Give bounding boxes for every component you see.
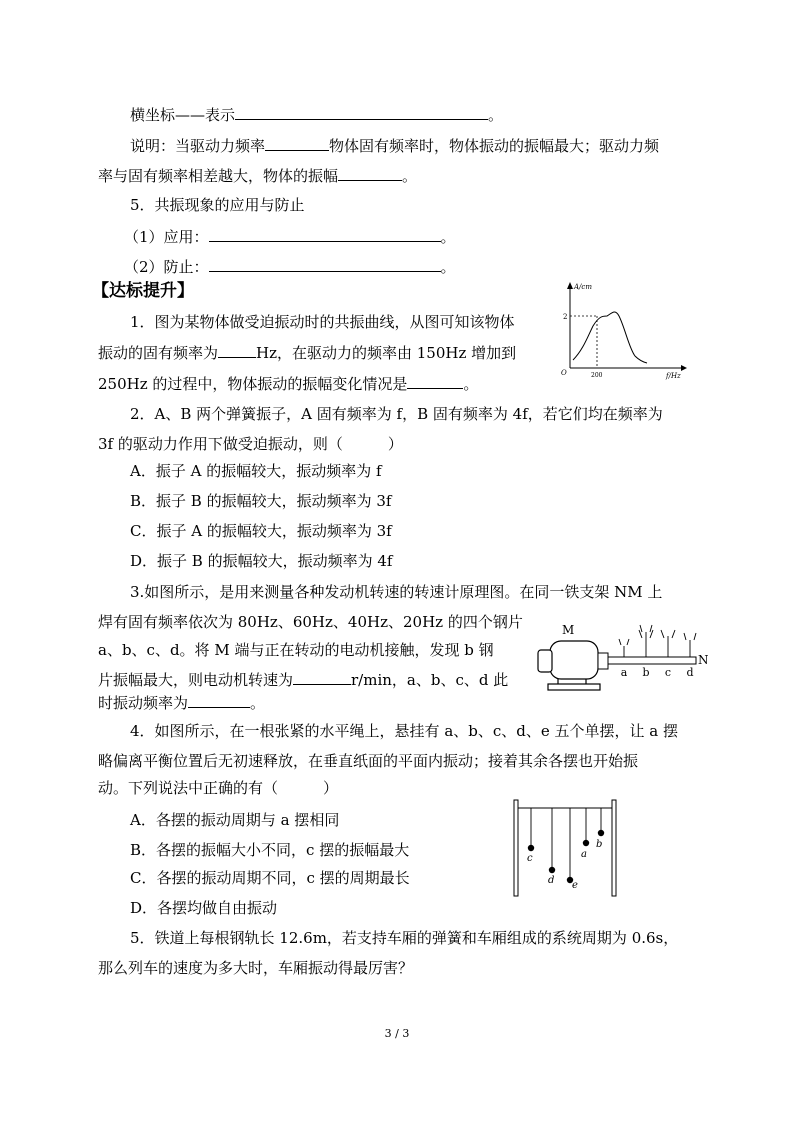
label-b: b (642, 666, 650, 679)
answer-blank[interactable] (188, 692, 250, 708)
text: r/min，a、b、c、d 此 (351, 671, 509, 689)
q4-line-3: 动。下列说法中正确的有（ ） (98, 779, 339, 797)
q5-line-2: 那么列车的速度为多大时，车厢振动得最厉害？ (98, 959, 414, 977)
q4-option-d[interactable]: D．各摆均做自由振动 (130, 899, 278, 917)
line-application (124, 226, 456, 247)
text: 。 (488, 106, 504, 124)
text: 。 (440, 228, 456, 246)
line-prevention (124, 256, 456, 277)
label-a: a (620, 666, 628, 679)
section-title: 【达标提升】 (92, 281, 194, 301)
reed-b (639, 625, 653, 657)
q2-option-a[interactable]: A．振子 A 的振幅较大，振动频率为 f (130, 462, 382, 480)
answer-blank[interactable] (209, 256, 441, 272)
y-axis-arrow (567, 282, 573, 289)
label-c: c (527, 853, 533, 864)
q2-option-c[interactable]: C．振子 A 的振幅较大，振动频率为 3f (130, 522, 392, 540)
answer-blank[interactable] (293, 669, 351, 685)
q1-line-2 (98, 342, 516, 363)
text: （1）应用： (124, 228, 209, 246)
q3-line-1: 3.如图所示，是用来测量各种发动机转速的转速计原理图。在同一铁支架 NM 上 (130, 583, 663, 601)
text: （2）防止： (124, 258, 209, 276)
left-post (514, 800, 518, 896)
pendulum-strings (531, 808, 601, 878)
pendulum-figure (508, 796, 626, 898)
text: 。 (402, 167, 418, 185)
line-resonance-heading: 5．共振现象的应用与防止 (130, 196, 305, 214)
q4-line-1: 4．如图所示，在一根张紧的水平绳上，悬挂有 a、b、c、d、e 五个单摆，让 a 摆 (130, 722, 678, 740)
line-explanation-1 (130, 135, 659, 156)
label-b: b (596, 839, 603, 850)
q2-option-d[interactable]: D．振子 B 的振幅较大，振动频率为 4f (130, 552, 393, 570)
bob-b (598, 830, 604, 836)
text: 物体固有频率时，物体振动的振幅最大；驱动力频 (329, 137, 660, 155)
q3-line-4 (98, 669, 508, 690)
reed-d (684, 633, 696, 657)
answer-blank[interactable] (407, 373, 463, 389)
q5-line-1: 5．铁道上每根钢轨长 12.6m，若支持车厢的弹簧和车厢组成的系统周期为 0.6s， (130, 929, 679, 947)
line-abscissa (130, 104, 503, 125)
resonance-curve (573, 312, 647, 363)
y-tick-label: 2 (563, 313, 568, 321)
iron-bracket-nm (608, 657, 696, 664)
q1-line-3 (98, 373, 478, 394)
text: 250Hz 的过程中，物体振动的振幅变化情况是 (98, 375, 408, 393)
label-c: c (664, 666, 672, 679)
q1-line-1: 1．图为某物体做受迫振动时的共振曲线，从图可知该物体 (130, 313, 515, 331)
text: 。 (250, 694, 266, 712)
motor-end-cap (538, 650, 552, 672)
motor-coupling (598, 653, 608, 669)
reed-c (661, 630, 675, 657)
answer-blank[interactable] (265, 135, 329, 151)
q3-line-2: 焊有固有频率依次为 80Hz、60Hz、40Hz、20Hz 的四个钢片 (98, 613, 523, 631)
answer-blank[interactable] (235, 104, 488, 120)
bob-a (583, 840, 589, 846)
text: 。 (440, 258, 456, 276)
reed-a (619, 639, 629, 657)
label-m: M (562, 623, 575, 637)
answer-blank[interactable] (338, 165, 402, 181)
q2-stem-2: 3f 的驱动力作用下做受迫振动，则（ ） (98, 435, 403, 453)
text: 。 (463, 375, 479, 393)
x-axis-label: f/Hz (666, 372, 681, 380)
tachometer-figure (520, 610, 716, 694)
motor-base (548, 684, 600, 690)
q4-line-2: 略偏离平衡位置后无初速释放，在垂直纸面的平面内振动；接着其余各摆也开始振 (98, 752, 639, 770)
text: 片振幅最大，则电动机转速为 (98, 671, 294, 689)
q3-line-5 (98, 692, 265, 713)
answer-blank[interactable] (218, 342, 256, 358)
bob-c (528, 845, 534, 851)
q2-stem-1: 2．A、B 两个弹簧振子，A 固有频率为 f，B 固有频率为 4f，若它们均在频率为 (130, 405, 663, 423)
q2-option-b[interactable]: B．振子 B 的振幅较大，振动频率为 3f (130, 492, 392, 510)
label-d: d (686, 666, 694, 679)
text: 振动的固有频率为 (98, 344, 219, 362)
y-axis-label: A/cm (574, 283, 592, 291)
motor-body (550, 641, 598, 679)
text: Hz，在驱动力的频率由 150Hz 增加到 (256, 344, 517, 362)
text: 率与固有频率相差越大，物体的振幅 (98, 167, 339, 185)
page-number: 3 / 3 (384, 1027, 410, 1040)
text: 横坐标——表示 (130, 106, 236, 124)
answer-blank[interactable] (209, 226, 441, 242)
x-tick-label: 200 (591, 372, 603, 379)
q4-option-c[interactable]: C．各摆的振动周期不同，c 摆的周期最长 (130, 869, 410, 887)
bob-d (549, 867, 555, 873)
q3-line-3: a、b、c、d。将 M 端与正在转动的电动机接触，发现 b 钢 (98, 641, 494, 659)
steel-reeds (619, 625, 696, 657)
label-a: a (581, 849, 587, 860)
q4-option-b[interactable]: B．各摆的振幅大小不同，c 摆的振幅最大 (130, 841, 410, 859)
text: 说明：当驱动力频率 (130, 137, 266, 155)
resonance-curve-figure (553, 278, 688, 384)
origin-label: O (561, 369, 567, 377)
label-e: e (572, 880, 578, 891)
q4-option-a[interactable]: A．各摆的振动周期与 a 摆相同 (130, 811, 340, 829)
line-explanation-2 (98, 165, 417, 186)
text: 时振动频率为 (98, 694, 189, 712)
x-axis-arrow (681, 365, 687, 371)
label-d: d (548, 875, 555, 886)
right-post (612, 800, 616, 896)
label-n: N (698, 653, 709, 667)
